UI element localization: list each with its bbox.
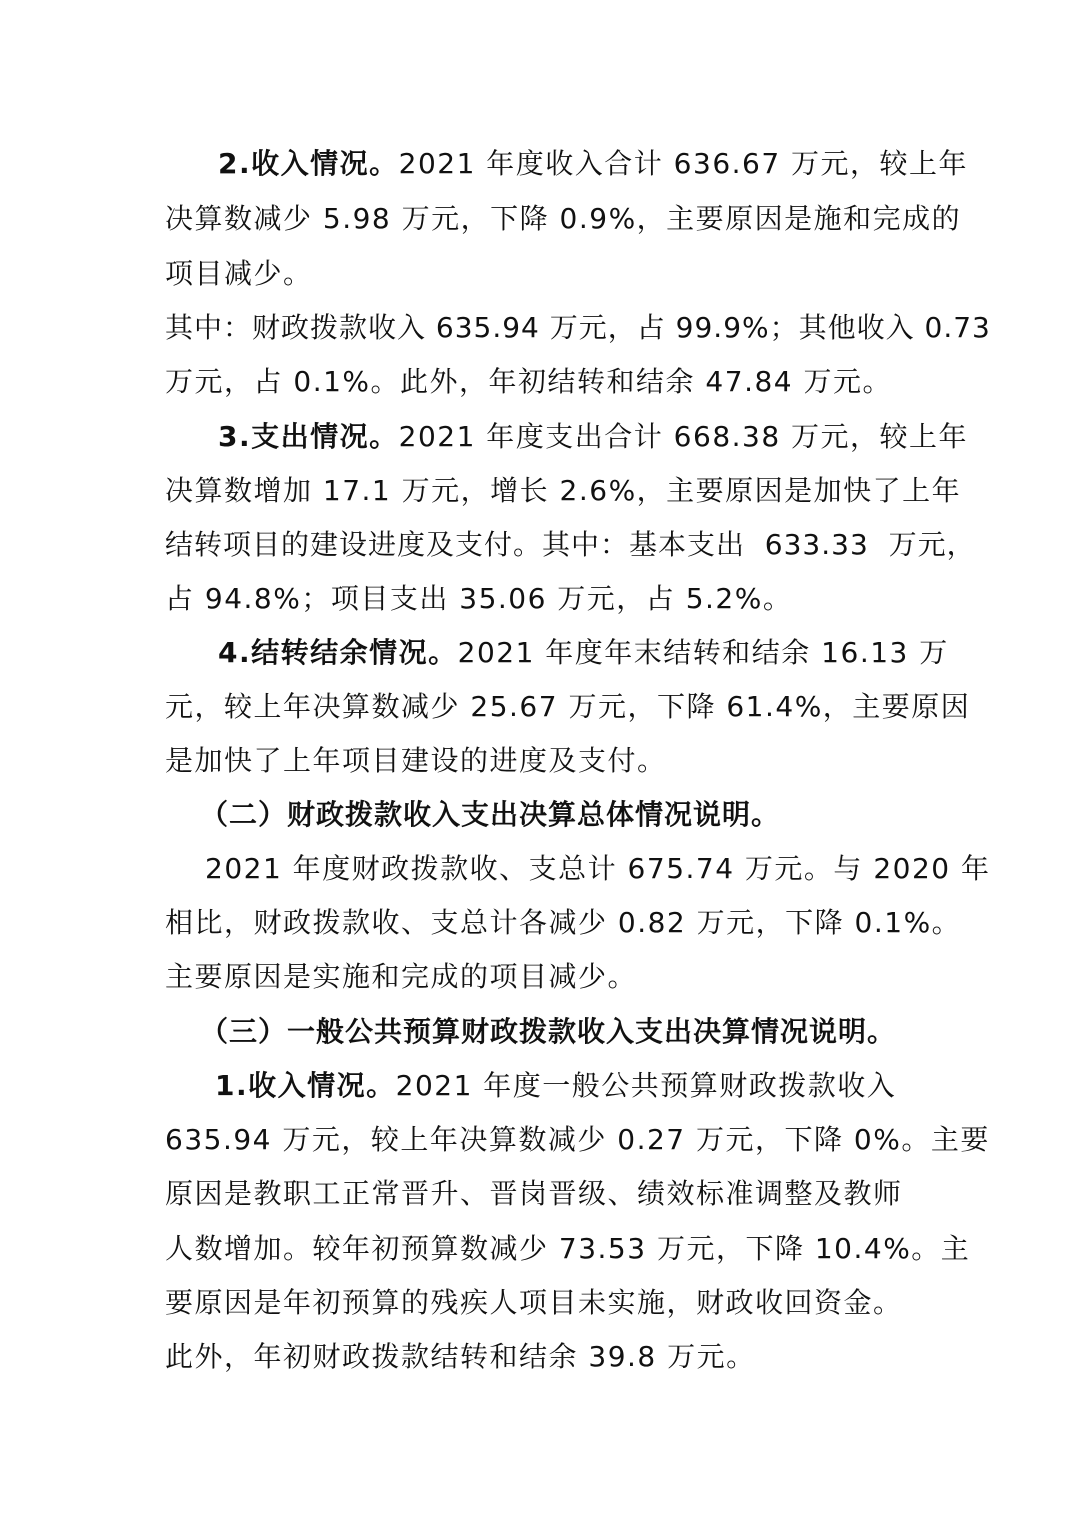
- section-title: （三）一般公共预算财政拨款收入支出决算情况说明。: [200, 1015, 897, 1048]
- paragraph-line: 635.94 万元，较上年决算数减少 0.27 万元，下降 0%。主要: [165, 1123, 990, 1156]
- paragraph-line: 原因是教职工正常晋升、晋岗晋级、绩效标准调整及教师: [165, 1177, 903, 1210]
- paragraph-text: 2021 年度一般公共预算财政拨款收入: [395, 1069, 897, 1102]
- paragraph-line: 此外，年初财政拨款结转和结余 39.8 万元。: [165, 1340, 756, 1373]
- paragraph-heading: 1.收入情况。: [215, 1069, 396, 1102]
- paragraph-heading: 4.结转结余情况。: [218, 636, 458, 669]
- paragraph-line: [215, 1068, 896, 1104]
- paragraph-heading: 3.支出情况。: [218, 420, 399, 453]
- paragraph-line: 2021 年度财政拨款收、支总计 675.74 万元。与 2020 年: [205, 852, 991, 885]
- paragraph-heading: 2.收入情况。: [218, 147, 399, 180]
- paragraph-line: [218, 146, 968, 182]
- paragraph-line: 是加快了上年项目建设的进度及支付。: [165, 744, 667, 777]
- paragraph-line: 决算数减少 5.98 万元，下降 0.9%，主要原因是施和完成的: [165, 202, 962, 235]
- paragraph-line: 万元，占 0.1%。此外，年初结转和结余 47.84 万元。: [165, 365, 892, 398]
- paragraph-line: 决算数增加 17.1 万元，增长 2.6%，主要原因是加快了上年: [165, 474, 962, 507]
- paragraph-line: [218, 419, 968, 455]
- paragraph-line: 人数增加。较年初预算数减少 73.53 万元，下降 10.4%。主: [165, 1232, 971, 1265]
- paragraph-text: 2021 年度年末结转和结余 16.13 万: [457, 636, 949, 669]
- paragraph-line: 项目减少。: [165, 257, 313, 290]
- paragraph-text: 2021 年度收入合计 636.67 万元，较上年: [398, 147, 969, 180]
- section-title: （二）财政拨款收入支出决算总体情况说明。: [200, 798, 781, 831]
- paragraph-text: 2021 年度支出合计 668.38 万元，较上年: [398, 420, 969, 453]
- paragraph-line: 相比，财政拨款收、支总计各减少 0.82 万元，下降 0.1%。: [165, 906, 962, 939]
- paragraph-line: 元，较上年决算数减少 25.67 万元，下降 61.4%，主要原因: [165, 690, 971, 723]
- paragraph-line: 结转项目的建设进度及支付。其中：基本支出 633.33 万元，: [165, 528, 976, 561]
- paragraph-line: 其中：财政拨款收入 635.94 万元，占 99.9%；其他收入 0.73: [165, 311, 991, 344]
- paragraph-line: 要原因是年初预算的残疾人项目未实施，财政收回资金。: [165, 1286, 903, 1319]
- paragraph-line: [218, 635, 949, 671]
- paragraph-line: 占 94.8%；项目支出 35.06 万元，占 5.2%。: [165, 582, 793, 615]
- paragraph-line: 主要原因是实施和完成的项目减少。: [165, 960, 638, 993]
